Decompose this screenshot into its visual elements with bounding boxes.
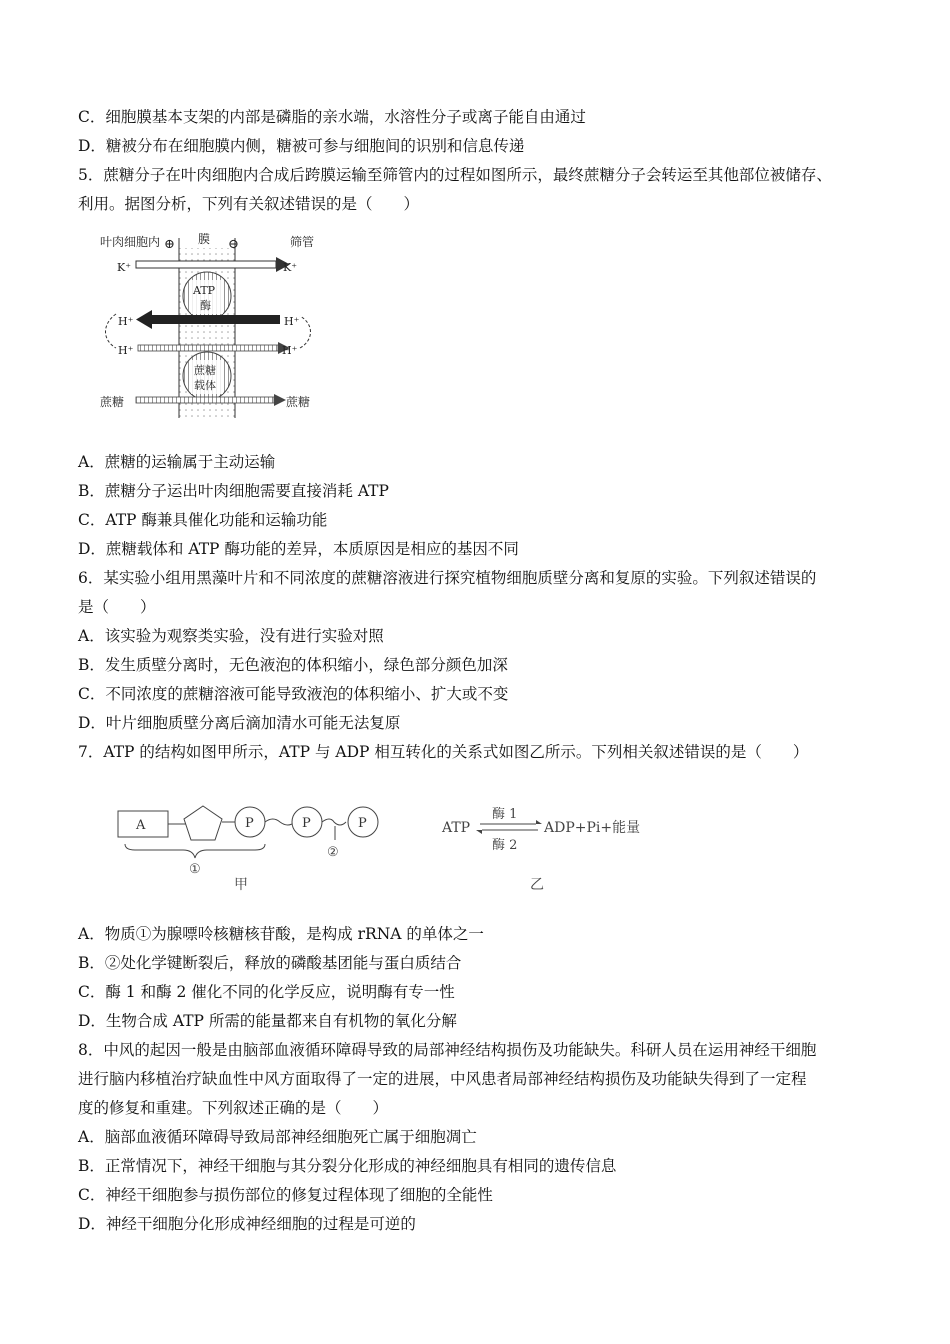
label-1: ① <box>189 862 201 877</box>
q7-option-a: A．物质①为腺嘌呤核糖核苷酸，是构成 rRNA 的单体之一 <box>78 925 484 943</box>
q5-option-d: D．蔗糖载体和 ATP 酶功能的差异，本质原因是相应的基因不同 <box>78 540 519 558</box>
right-curved-arrow <box>300 316 311 348</box>
sucrose-right-label: 蔗糖 <box>286 395 311 409</box>
negative-sign: ⊖ <box>228 237 239 252</box>
q5-stem-line2: 利用。据图分析，下列有关叙述错误的是（ ） <box>78 195 420 213</box>
q7-option-c: C．酶 1 和酶 2 催化不同的化学反应，说明酶有专一性 <box>78 983 455 1001</box>
label-2: ② <box>327 845 339 860</box>
h-ion-bottom-right: H⁺ <box>282 344 298 357</box>
q6-stem-line1: 6．某实验小组用黑藻叶片和不同浓度的蔗糖溶液进行探究植物细胞质壁分离和复原的实验。下列叙述错误的 <box>78 569 817 587</box>
q7-option-b: B．②处化学键断裂后，释放的磷酸基团能与蛋白质结合 <box>78 954 462 972</box>
positive-sign: ⊕ <box>164 237 175 252</box>
q5-option-b: B．蔗糖分子运出叶肉细胞需要直接消耗 ATP <box>78 482 389 500</box>
phosphate-2-label: P <box>302 816 311 831</box>
sucrose-left-label: 蔗糖 <box>100 395 125 409</box>
phosphate-1-label: P <box>245 816 254 831</box>
q6-option-a: A．该实验为观察类实验，没有进行实验对照 <box>78 627 384 645</box>
enzyme-1-label: 酶 1 <box>492 807 518 822</box>
q5-option-c: C．ATP 酶兼具催化功能和运输功能 <box>78 511 328 529</box>
atp-structure-figure-jia <box>115 800 395 895</box>
adp-products-text: ADP+Pi+能量 <box>544 820 641 836</box>
q8-stem-line3: 度的修复和重建。下列叙述正确的是（ ） <box>78 1099 389 1117</box>
sucrose-carrier-text-1: 蔗糖 <box>194 364 216 377</box>
atp-text: ATP <box>442 820 471 836</box>
enzyme-2-label: 酶 2 <box>492 838 518 853</box>
atp-enzyme-text-1: ATP <box>193 284 216 297</box>
brace-1 <box>125 844 265 858</box>
q4-option-c: C．细胞膜基本支架的内部是磷脂的亲水端，水溶性分子或离子能自由通过 <box>78 108 586 126</box>
h-ion-top-right: H⁺ <box>284 315 300 328</box>
k-ion-left: K⁺ <box>117 261 132 274</box>
adenine-label: A <box>136 818 146 833</box>
sucrose-transport-figure <box>100 228 340 418</box>
q8-stem-line2: 进行脑内移植治疗缺血性中风方面取得了一定的进展，中风患者局部神经结构损伤及功能缺失得到了一定程 <box>78 1070 807 1088</box>
sucrose-arrow-shaft <box>136 397 274 403</box>
h-ion-top-left: H⁺ <box>118 315 134 328</box>
q8-option-b: B．正常情况下，神经干细胞与其分裂分化形成的神经细胞具有相同的遗传信息 <box>78 1157 617 1175</box>
forward-arrow-head <box>536 820 542 824</box>
q4-option-d: D．糖被分布在细胞膜内侧，糖被可参与细胞间的识别和信息传递 <box>78 137 525 155</box>
high-energy-bond-2 <box>322 819 346 825</box>
sucrose-carrier-text-2: 载体 <box>194 379 216 392</box>
q6-option-b: B．发生质壁分离时，无色液泡的体积缩小，绿色部分颜色加深 <box>78 656 508 674</box>
ribose-pentagon <box>184 806 222 840</box>
q7-option-d: D．生物合成 ATP 所需的能量都来自有机物的氧化分解 <box>78 1012 457 1030</box>
sieve-tube-label: 筛管 <box>290 235 315 249</box>
q5-stem-line1: 5．蔗糖分子在叶肉细胞内合成后跨膜运输至筛管内的过程如图所示，最终蔗糖分子会转运至其他部位被储存、 <box>78 166 832 184</box>
caption-yi: 乙 <box>530 877 544 893</box>
q6-option-d: D．叶片细胞质壁分离后滴加清水可能无法复原 <box>78 714 401 732</box>
cell-interior-label: 叶肉细胞内 <box>100 235 161 249</box>
sucrose-arrow-head <box>274 394 286 406</box>
membrane-label: 膜 <box>198 232 211 246</box>
q8-option-c: C．神经干细胞参与损伤部位的修复过程体现了细胞的全能性 <box>78 1186 493 1204</box>
atp-adp-conversion-figure-yi <box>440 800 670 895</box>
phosphate-3-label: P <box>358 816 367 831</box>
atp-enzyme-text-2: 酶 <box>200 299 211 312</box>
k-ion-right: K⁺ <box>283 261 298 274</box>
h-pump-arrow-head <box>136 310 152 329</box>
reverse-arrow-head <box>476 830 482 834</box>
q8-option-d: D．神经干细胞分化形成神经细胞的过程是可逆的 <box>78 1215 416 1233</box>
caption-jia: 甲 <box>234 877 248 893</box>
high-energy-bond-1 <box>265 819 295 825</box>
q8-option-a: A．脑部血液循环障碍导致局部神经细胞死亡属于细胞凋亡 <box>78 1128 477 1146</box>
k-arrow-shaft <box>136 261 276 268</box>
q8-stem-line1: 8．中风的起因一般是由脑部血液循环障碍导致的局部神经结构损伤及功能缺失。科研人员在运用神经干细胞 <box>78 1041 817 1059</box>
h-ion-bottom-left: H⁺ <box>118 344 134 357</box>
h-cotransport-arrow-shaft <box>138 345 278 351</box>
h-pump-arrow-shaft <box>152 315 280 324</box>
q7-stem: 7．ATP 的结构如图甲所示，ATP 与 ADP 相互转化的关系式如图乙所示。下列相关叙述错误的是（ ） <box>78 743 809 761</box>
q6-option-c: C．不同浓度的蔗糖溶液可能导致液泡的体积缩小、扩大或不变 <box>78 685 509 703</box>
left-curved-arrow <box>106 314 117 348</box>
q5-option-a: A．蔗糖的运输属于主动运输 <box>78 453 276 471</box>
q6-stem-line2: 是（ ） <box>78 598 156 616</box>
